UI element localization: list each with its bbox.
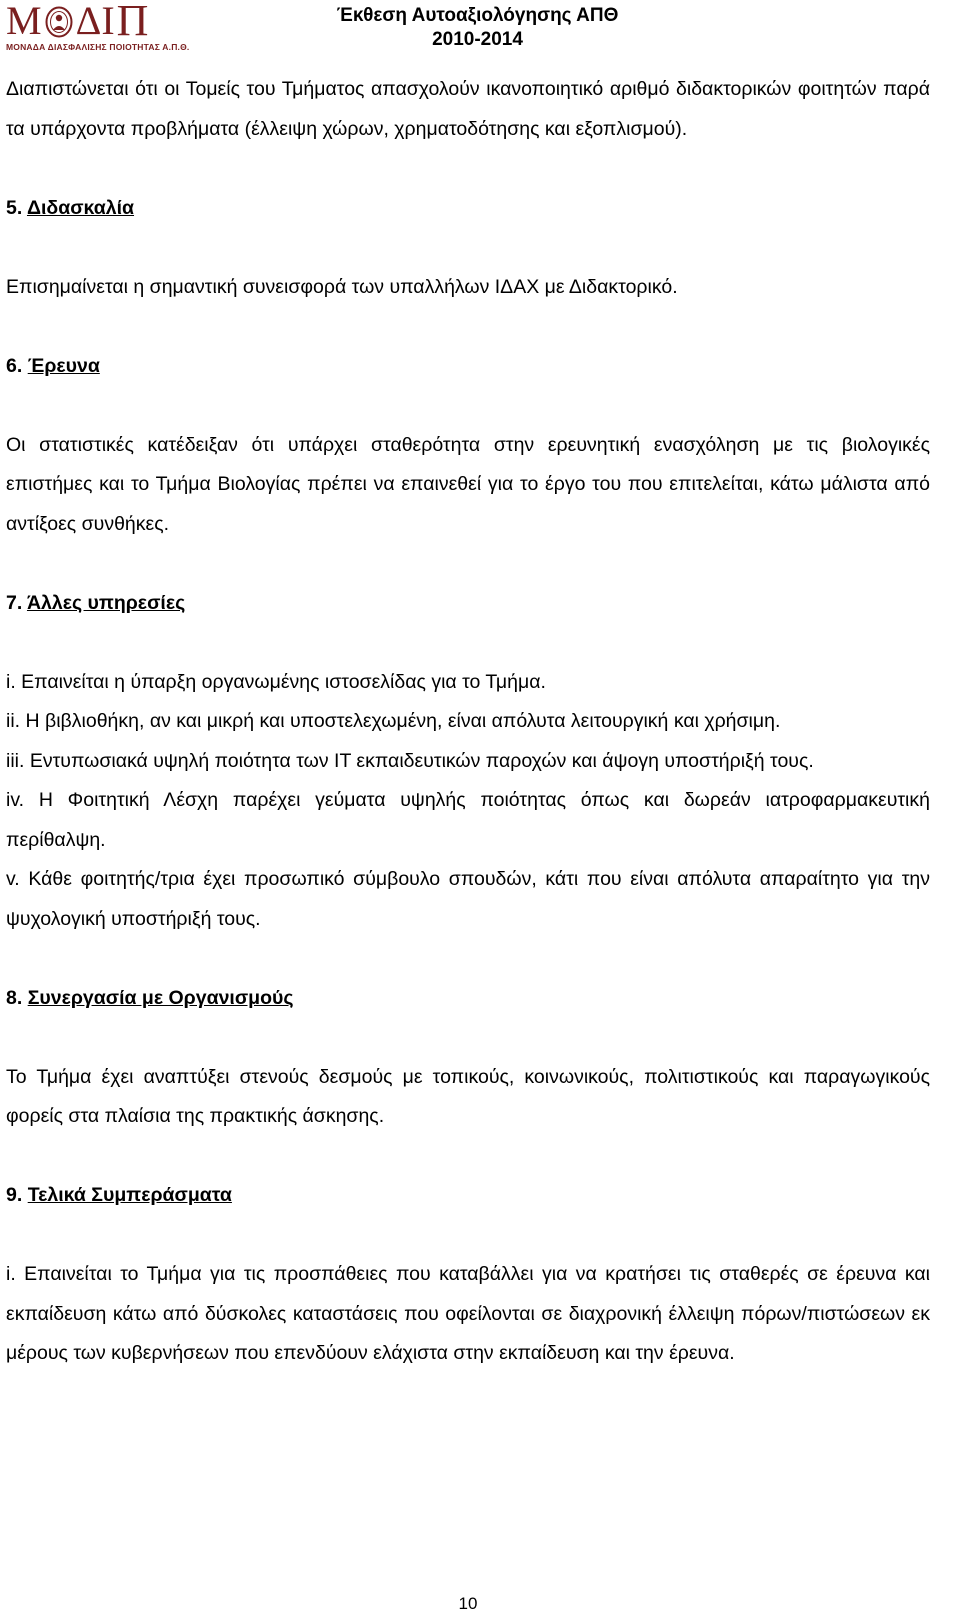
list-item: ii. Η βιβλιοθήκη, αν και μικρή και υποστελεχωμένη, είναι απόλυτα λειτουργική και χρήσιμη. [6,710,781,732]
seal-icon [45,6,73,38]
section-5-paragraph: Επισημαίνεται η σημαντική συνεισφορά των υπαλλήλων ΙΔΑΧ με Διδακτορικό. [6,275,678,298]
section-heading-5: 5. Διδασκαλία [6,196,135,219]
list-item: v. Κάθε φοιτητής/τρια έχει προσωπικό σύμβουλο σπουδών, κάτι που είναι απόλυτα απαραίτητο για την ψυχολογική υποστήριξή τους. [6,868,930,930]
list-item: iii. Εντυπωσιακά υψηλή ποιότητα των IT εκπαιδευτικών παροχών και άψογη υποστήριξή τους. [6,749,814,772]
section-heading-9: 9. Τελικά Συμπεράσματα [6,1184,232,1206]
section-6-paragraph: Οι στατιστικές κατέδειξαν ότι υπάρχει σταθερότητα στην ερευνητική ενασχόληση με τις βιολογικές επιστήμες και το Τμήμα Βιολογίας πρέπει να επαινεθεί για το έργο του που επιτελείται, κάτω μάλιστα από αντίξοες συνθήκες. [6,433,930,535]
logo-subtitle: ΜΟΝΑΔΑ ΔΙΑΣΦΑΛΙΣΗΣ ΠΟΙΟΤΗΤΑΣ Α.Π.Θ. [6,42,190,52]
document-body [6,70,930,1374]
section-8-paragraph: Το Τμήμα έχει αναπτύξει στενούς δεσμούς με τοπικούς, κοινωνικούς, πολιτιστικούς και παραγωγικούς φορείς στα πλαίσια της πρακτικής άσκησης. [6,1065,930,1127]
modip-logo: Μ Δ Ι Π ΜΟΝΑΔΑ ΔΙΑΣΦΑΛΙΣΗΣ ΠΟΙΟΤΗΤΑΣ Α.Π.Θ. [6,0,190,52]
report-title: Έκθεση Αυτοαξιολόγησης ΑΠΘ [336,5,619,26]
section-heading-7: 7. Άλλες υπηρεσίες [6,591,186,614]
page-header [0,0,960,56]
list-item: i. Επαινείται η ύπαρξη οργανωμένης ιστοσελίδας για το Τμήμα. [6,670,546,693]
section-heading-6: 6. Έρευνα [6,354,100,377]
report-period: 2010-2014 [432,29,523,50]
page-number: 10 [458,1594,478,1613]
section-9-paragraph: i. Επαινείται το Τμήμα για τις προσπάθειες που καταβάλλει για να κρατήσει τις σταθερές σε έρευνα και εκπαίδευση κάτω από δύσκολες καταστάσεις που οφείλονται σε διαχρονική έλλειψη πόρων/πιστώσεων εκ μέρους των κυβερνήσεων που επενδύουν ελάχιστα στην εκπαίδευση και την έρευνα. [6,1263,930,1364]
intro-paragraph: Διαπιστώνεται ότι οι Τομείς του Τμήματος απασχολούν ικανοποιητικό αριθμό διδακτορικών φοιτητών παρά τα υπάρχοντα προβλήματα (έλλειψη χώρων, χρηματοδότησης και εξοπλισμού). [6,78,930,140]
list-item: iv. Η Φοιτητική Λέσχη παρέχει γεύματα υψηλής ποιότητας όπως και δωρεάν ιατροφαρμακευτική περίθαλψη. [6,789,930,851]
section-heading-8: 8. Συνεργασία με Οργανισμούς [6,986,294,1009]
